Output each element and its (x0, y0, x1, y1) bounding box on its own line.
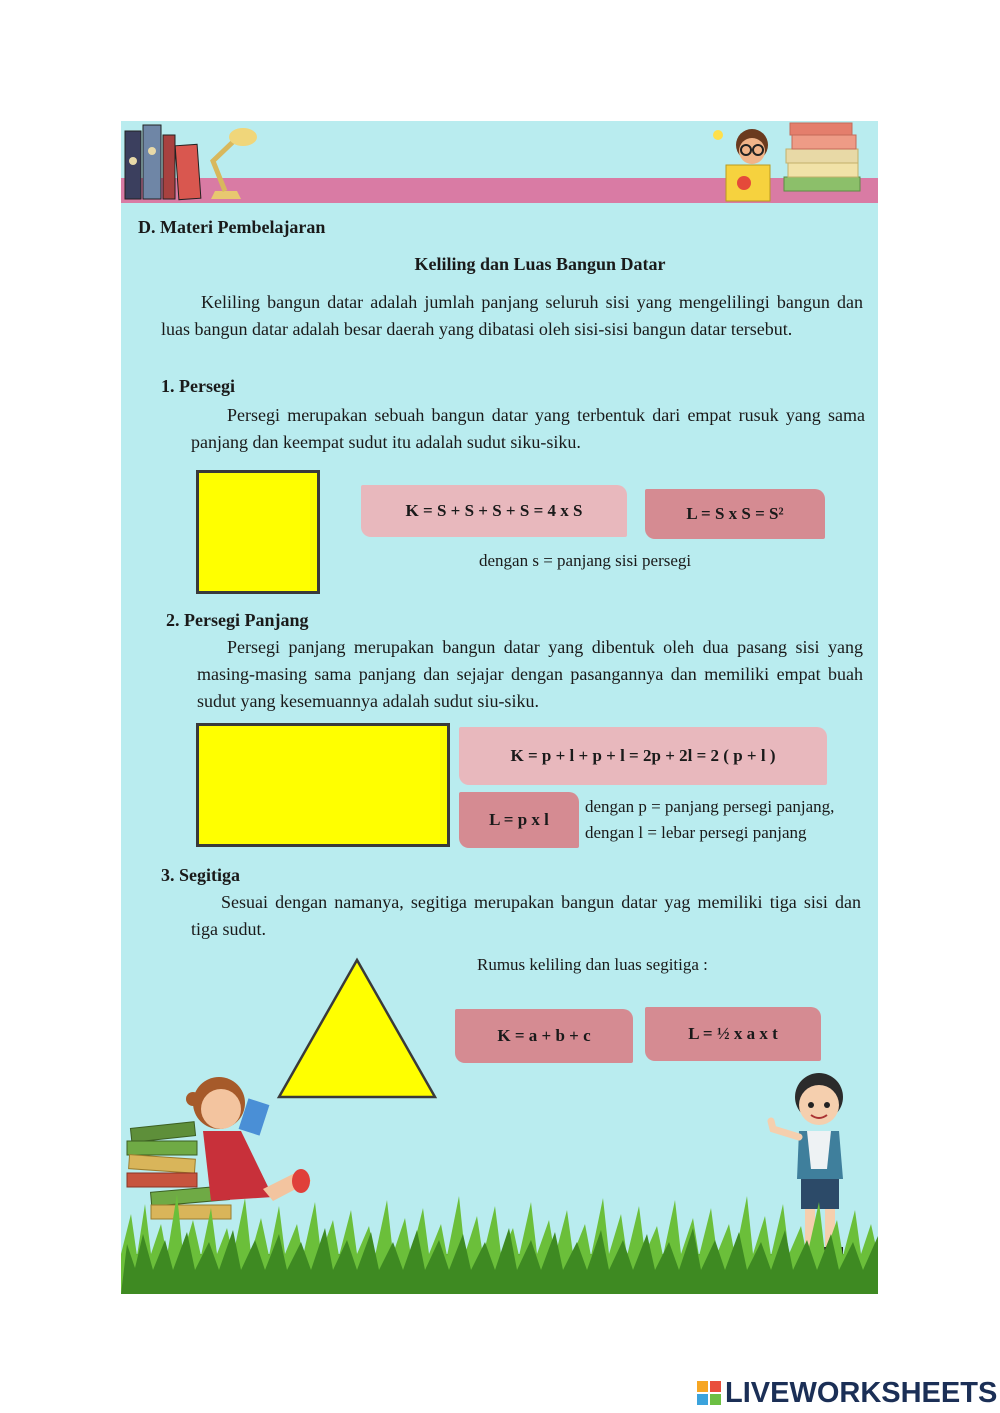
books-lamp-illustration (121, 121, 261, 203)
persegi-panjang-description: Persegi panjang merupakan bangun datar yang dibentuk oleh dua pasang sisi yang masing-masing sama panjang dan sejajar dengan pasangannya dan memiliki empat buah sudut yang kesemuannya adalah sudut siu-siku. (197, 637, 863, 711)
persegi-description: Persegi merupakan sebuah bangun datar yang terbentuk dari empat rusuk yang sama panjang dan keempat sudut itu adalah sudut siku-siku. (191, 405, 865, 452)
worksheet-page (121, 121, 878, 1294)
segitiga-luas-formula: L = ½ x a x t (645, 1007, 821, 1061)
page-title: Keliling dan Luas Bangun Datar (414, 254, 666, 274)
grass-decoration (121, 1184, 878, 1294)
reading-boy-illustration (706, 121, 878, 203)
liveworksheets-logo (697, 1376, 997, 1410)
persegi-keliling-formula: K = S + S + S + S = 4 x S (361, 485, 627, 537)
persegi-panjang-luas-formula: L = p x l (459, 792, 579, 848)
persegi-note: dengan s = panjang sisi persegi (479, 551, 692, 570)
persegi-heading: 1. Persegi (161, 376, 235, 396)
segitiga-rumus-label: Rumus keliling dan luas segitiga : (477, 955, 708, 974)
segitiga-heading: 3. Segitiga (161, 865, 240, 885)
note-panjang: dengan p = panjang persegi panjang, (585, 797, 835, 816)
square-shape (196, 470, 320, 594)
brand-name: LIVEWORKSHEETS (725, 1376, 998, 1409)
persegi-panjang-heading: 2. Persegi Panjang (166, 610, 309, 630)
persegi-luas-formula: L = S x S = S² (645, 489, 825, 539)
section-heading: D. Materi Pembelajaran (138, 217, 326, 237)
rectangle-shape (196, 723, 450, 847)
note-lebar: dengan l = lebar persegi panjang (585, 823, 807, 842)
segitiga-description: Sesuai dengan namanya, segitiga merupakan bangun datar yag memiliki tiga sisi dan tiga sudut. (191, 892, 861, 939)
segitiga-keliling-formula: K = a + b + c (455, 1009, 633, 1063)
logo-mark-icon (697, 1381, 721, 1405)
persegi-panjang-keliling-formula: K = p + l + p + l = 2p + 2l = 2 ( p + l ) (459, 727, 827, 785)
intro-paragraph: Keliling bangun datar adalah jumlah panjang seluruh sisi yang mengelilingi bangun dan luas bangun datar adalah besar daerah yang dibatasi oleh sisi-sisi bangun datar tersebut. (161, 292, 863, 339)
